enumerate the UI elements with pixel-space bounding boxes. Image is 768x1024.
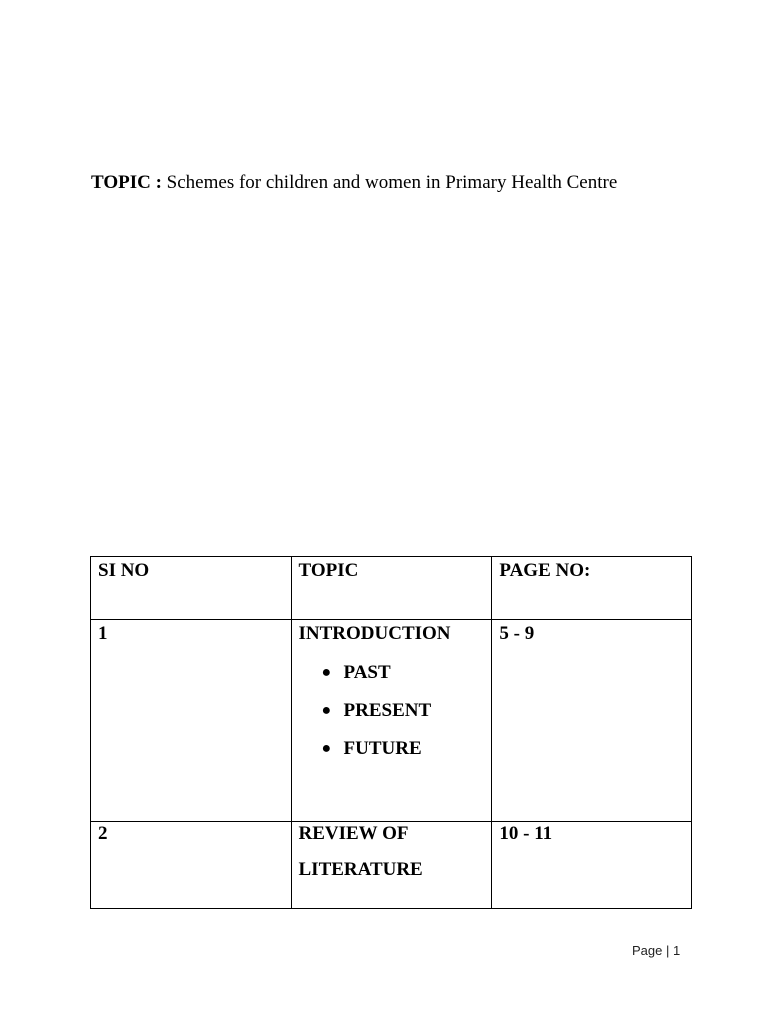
contents-table — [90, 556, 692, 909]
list-item — [299, 700, 485, 721]
topic-text: Schemes for children and women in Primary Health Centre — [166, 172, 618, 193]
row-2-topic-line2: LITERATURE — [298, 859, 423, 880]
header-page-no: PAGE NO: — [492, 557, 692, 620]
table-header-row — [91, 557, 692, 620]
table-row — [91, 822, 692, 909]
page-number-footer: Page | 1 — [632, 943, 681, 958]
subtopic-present: PRESENT — [343, 700, 432, 721]
bullet-dot-icon: ● — [321, 740, 332, 757]
row-1-topic: INTRODUCTION — [298, 623, 451, 644]
header-si-no: SI NO — [91, 557, 292, 620]
table-row — [91, 620, 692, 822]
document-topic — [91, 172, 617, 194]
bullet-dot-icon: ● — [321, 664, 332, 681]
row-2-page-no: 10 - 11 — [492, 822, 692, 909]
bullet-dot-icon: ● — [321, 702, 332, 719]
row-2-si-no: 2 — [91, 822, 292, 909]
row-2-topic-cell — [291, 822, 492, 909]
row-2-topic — [299, 816, 485, 888]
row-1-topic-cell — [291, 620, 492, 822]
subtopic-future: FUTURE — [343, 738, 422, 759]
row-1-si-no: 1 — [91, 620, 292, 822]
header-topic: TOPIC — [291, 557, 492, 620]
row-2-topic-line1: REVIEW OF — [298, 823, 409, 844]
list-item — [299, 662, 485, 683]
list-item — [299, 738, 485, 759]
subtopic-past: PAST — [343, 662, 391, 683]
row-1-subtopics — [299, 662, 485, 759]
row-1-page-no: 5 - 9 — [492, 620, 692, 822]
topic-label: TOPIC : — [91, 172, 162, 193]
